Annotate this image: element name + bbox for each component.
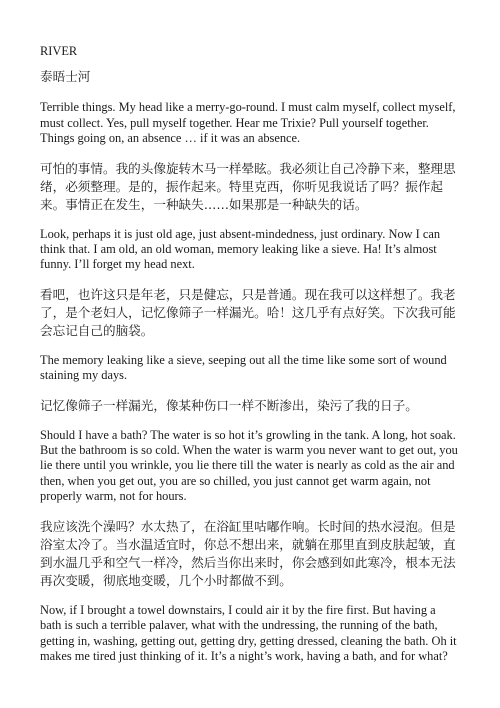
title-chinese: 泰晤士河 [40, 69, 91, 85]
paragraph-chinese: 看吧，也许这只是年老，只是健忘，只是普通。现在我可以这样想了。我老了，是个老妇人，记忆像筛子一样漏光。哈！这几乎有点好笑。下次我可能会忘记自己的脑袋。 [40, 286, 456, 338]
paragraph-english: Look, perhaps it is just old age, just absent-mindedness, just ordinary. Now I can think that. I am old, an old woman, memory leaking like a sieve. Ha! It’s almost funny. I’ll forget my head next. [40, 226, 441, 272]
title-english: RIVER [40, 44, 78, 58]
paragraph-english: Terrible things. My head like a merry-go-round. I must calm myself, collect myself, must collect. Yes, pull myself together. Hear me Trixie? Pull yourself together. Things going on, an absence … if it was an absence. [40, 100, 456, 146]
paragraph-chinese: 记忆像筛子一样漏光，像某种伤口一样不断渗出，染污了我的日子。 [40, 397, 418, 413]
paragraph-chinese: 可怕的事情。我的头像旋转木马一样晕眩。我必须让自己冷静下来，整理思绪，必须整理。是的，振作起来。特里克西，你听见我说话了吗？振作起来。事情正在发生，一种缺失……如果那是一种缺失的话。 [40, 160, 456, 212]
paragraph-english: Now, if I brought a towel downstairs, I could air it by the fire first. But having a bath is such a terrible palaver, what with the undressing, the running of the bath, getting in, washing, getting out, getting dry, getting dressed, cleaning the bath. Oh it makes me tired just thinking of it. It’s a night’s work, having a bath, and for what? [40, 602, 457, 663]
paragraph-chinese: 我应该洗个澡吗？水太热了，在浴缸里咕嘟作响。长时间的热水浸泡。但是浴室太冷了。当水温适宜时，你总不想出来，就躺在那里直到皮肤起皱，直到水温几乎和空气一样冷，然后当你出来时，你会感到如此寒冷，根本无法再次变暖，彻底地变暖，几个小时都做不到。 [40, 518, 456, 588]
paragraph-english: Should I have a bath? The water is so hot it’s growling in the tank. A long, hot soak. But the bathroom is so cold. When the water is warm you never want to get out, you lie there until you wrinkle, you lie there till the water is nearly as cold as the air and then, when you get out, you are so chilled, you just cannot get warm again, not properly warm, not for hours. [40, 427, 458, 504]
paragraph-english: The memory leaking like a sieve, seeping out all the time like some sort of wound staining my days. [40, 352, 447, 383]
